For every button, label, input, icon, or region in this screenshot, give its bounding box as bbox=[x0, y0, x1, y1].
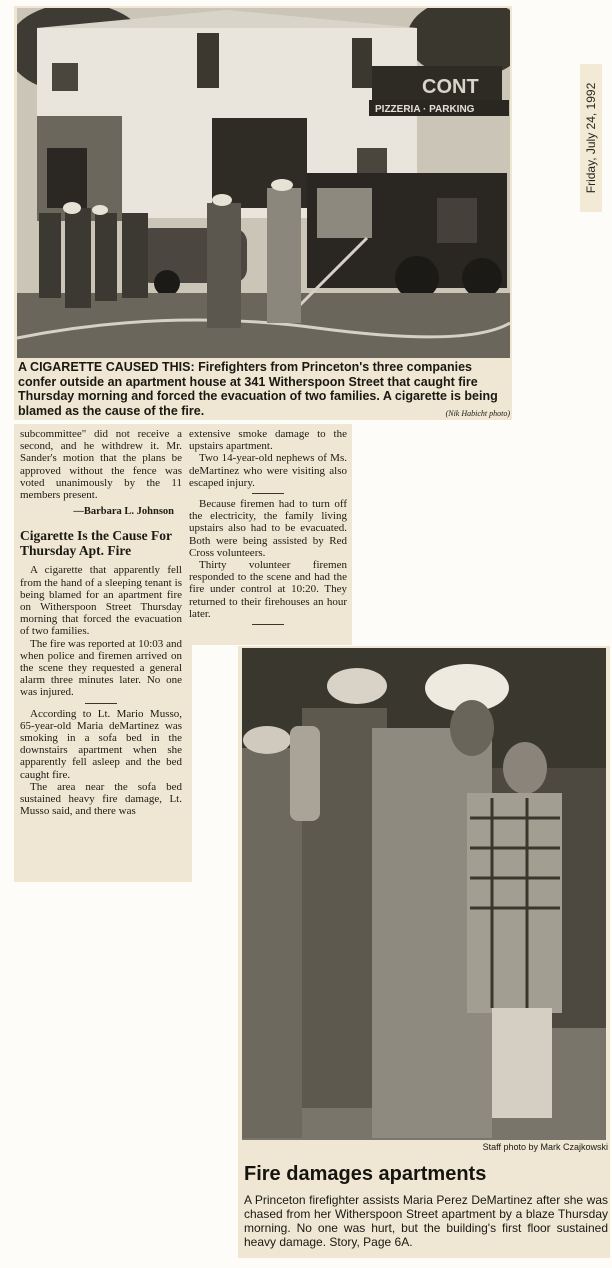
fire-scene-photo bbox=[17, 8, 510, 358]
article-paragraph: The fire was reported at 10:03 and when police and firemen arrived on the scene they requested a general alarm three minutes later. No one was injured. bbox=[20, 637, 182, 699]
column-separator bbox=[252, 624, 284, 625]
article-paragraph: Two 14-year-old nephews of Ms. deMartinez who were visiting also escaped injury. bbox=[189, 452, 347, 489]
column-separator bbox=[252, 493, 284, 494]
article-paragraph: Thirty volunteer firemen responded to the scene and had the fire under control at 10:20. They returned to their firehouses an hour later. bbox=[189, 559, 347, 620]
article-paragraph: extensive smoke damage to the upstairs apartment. bbox=[189, 428, 347, 453]
photo-credit: (Nik Habicht photo) bbox=[445, 408, 510, 418]
photo-credit-staff: Staff photo by Mark Czajkowski bbox=[482, 1142, 608, 1152]
byline-signature: —Barbara L. Johnson bbox=[73, 506, 174, 518]
rescue-photo bbox=[242, 648, 606, 1140]
article-paragraph: A cigarette that apparently fell from the hand of a sleeping tenant is being blamed for an apartment fire on Witherspoon Street Thursday morning that forced the evacuation of two families. bbox=[20, 564, 182, 638]
publication-date: Friday, July 24, 1992 bbox=[584, 82, 598, 194]
rescue-illustration bbox=[242, 648, 606, 1140]
article-column-right bbox=[189, 428, 347, 629]
article-headline: Cigarette Is the Cause For Thursday Apt. Fire bbox=[20, 528, 172, 559]
photo-headline: Fire damages apartments bbox=[244, 1163, 487, 1185]
photo-caption-2: A Princeton firefighter assists Maria Perez DeMartinez after she was chased from her Witherspoon Street apartment by a blaze Thursday morning. No one was hurt, but the building's first floor sustained heavy damage. Story, Page 6A. bbox=[244, 1193, 608, 1249]
column-separator bbox=[85, 703, 117, 704]
article-paragraph: subcommittee" did not receive a second, and he withdrew it. Mr. Sander's motion that the plans be approved without the fence was voted unanimously by the 11 members present. bbox=[20, 428, 182, 502]
article-column-left bbox=[20, 428, 182, 817]
article-paragraph: The area near the sofa bed sustained heavy fire damage, Lt. Musso said, and there was bbox=[20, 780, 182, 818]
fire-scene-illustration bbox=[17, 8, 510, 358]
date-strip bbox=[580, 64, 602, 212]
pizzeria-sign-bottom: PIZZERIA · PARKING bbox=[375, 104, 475, 115]
article-paragraph: According to Lt. Mario Musso, 65-year-old Maria deMartinez was smoking in a sofa bed in the downstairs apartment when she apparently fell asleep and the bed caught fire. bbox=[20, 707, 182, 781]
photo-caption-text: A CIGARETTE CAUSED THIS: Firefighters from Princeton's three companies confer outside an apartment house at 341 Witherspoon Street that caught fire Thursday morning and forced the evacuation of two families. A cigarette is being blamed as the cause of the fire. bbox=[18, 360, 498, 418]
article-paragraph: Because firemen had to turn off the electricity, the family living upstairs also had to be evacuated. Both were being assisted by Red Cross volunteers. bbox=[189, 498, 347, 559]
photo-caption bbox=[18, 360, 510, 421]
pizzeria-sign-top: CONT bbox=[422, 76, 479, 98]
